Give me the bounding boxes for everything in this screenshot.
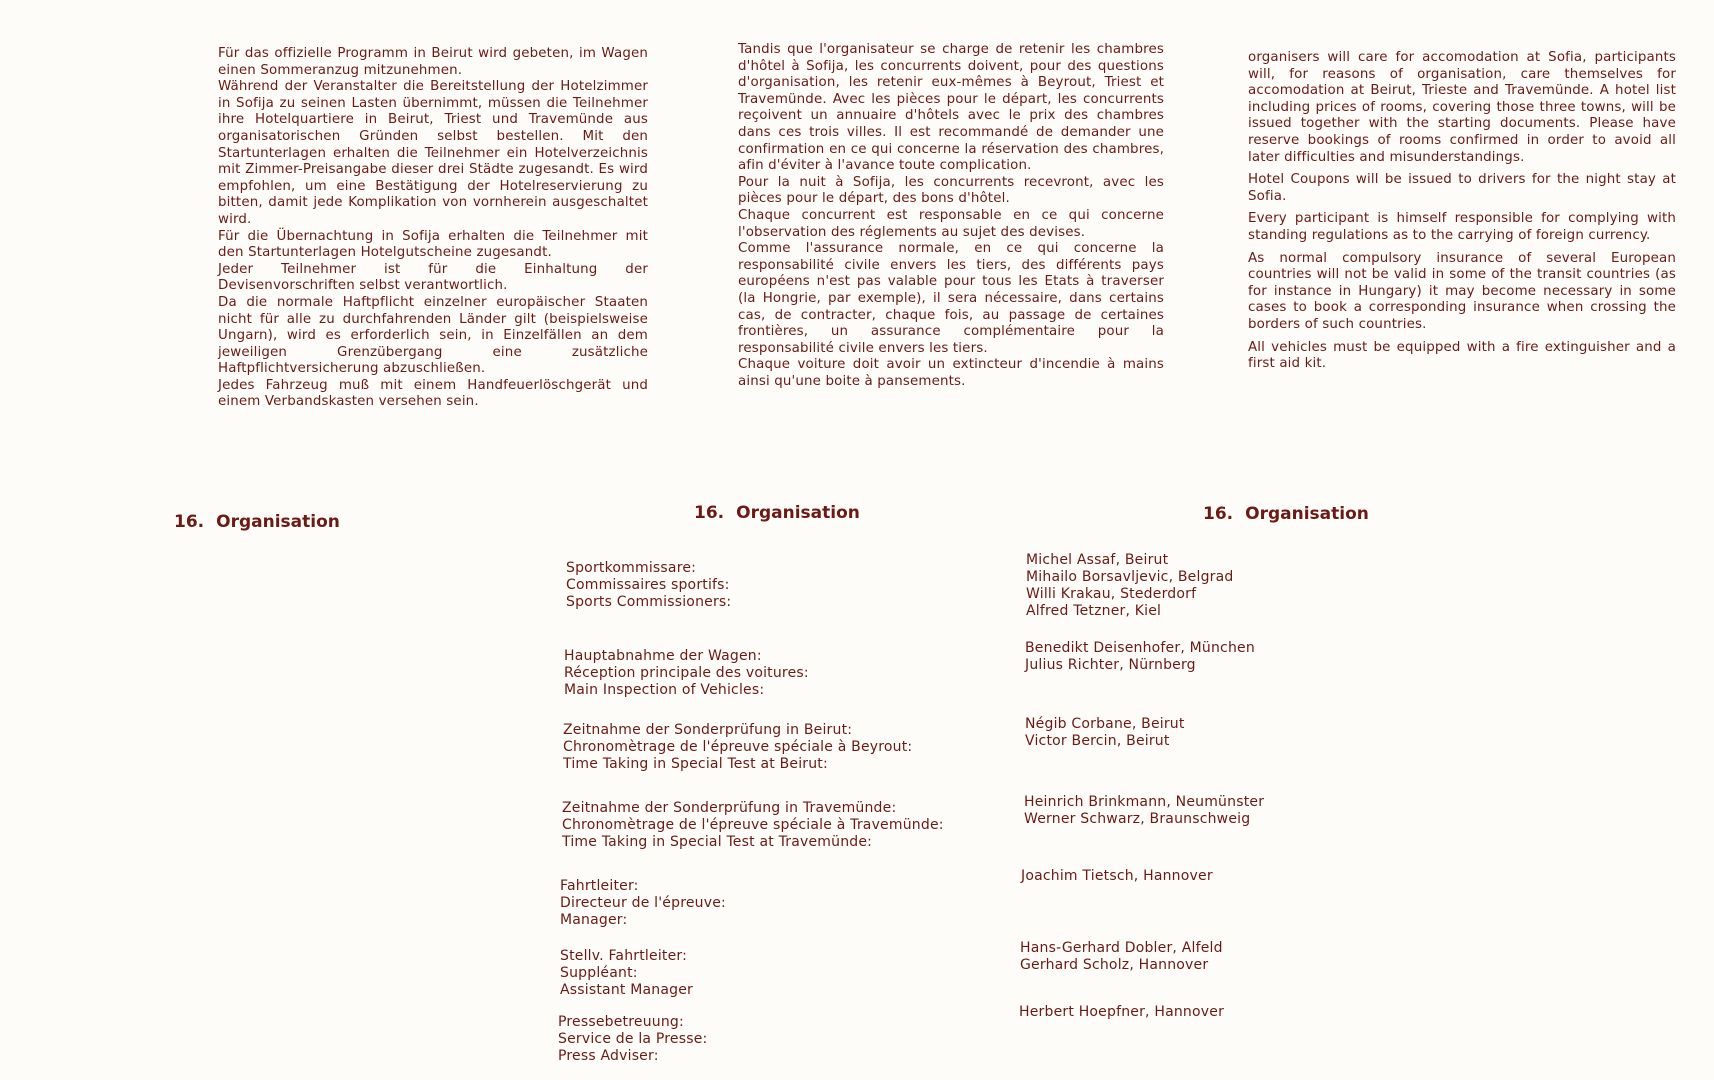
role-manager: Fahrtleiter: Directeur de l'épreuve: Manager:	[560, 878, 726, 928]
section-heading-german	[174, 512, 340, 532]
paragraph: Every participant is himself responsible for complying with standing regulations as to the carrying of foreign currency.	[1248, 211, 1676, 243]
section-number: 16.	[1203, 504, 1234, 524]
paragraph: Während der Veranstalter die Bereitstellung der Hotelzimmer in Sofija zu seinen Lasten übernimmt, müssen die Teilnehmer ihre Hotelquartiere in Beirut, Triest und Travemünde aus organisatorischen Gründen selbst bestellen. Mit den Startunterlagen erhalten die Teilnehmer ein Hotelverzeichnis mit Zimmer-Preisangabe dieser drei Städte zugesandt. Es wird empfohlen, um eine Bestätigung der Hotelreservierung zu bitten, damit jede Komplikation von vornherein ausgeschaltet wird.	[218, 79, 648, 227]
role-press-adviser: Pressebetreuung: Service de la Presse: Press Adviser:	[558, 1014, 708, 1064]
german-text-column	[218, 46, 648, 411]
paragraph: Comme l'assurance normale, en ce qui concerne la responsabilité civile envers les tiers, des différents pays européens n'est pas valable pour tous les Etats à traverser (la Hongrie, par exemple), il sera nécessaire, dans certains cas, de contracter, chaque fois, au passage de certaines frontières, un assurance complémentaire pour la responsabilité civile envers les tiers.	[738, 241, 1164, 356]
role-time-taking-beirut: Zeitnahme der Sonderprüfung in Beirut: Chronomètrage de l'épreuve spéciale à Beyrout: Time Taking in Special Test at Beirut:	[563, 722, 913, 772]
section-heading-english	[1203, 504, 1369, 524]
paragraph: Chaque voiture doit avoir un extincteur d'incendie à mains ainsi qu'une boite à pansements.	[738, 357, 1164, 389]
section-number: 16.	[694, 503, 725, 523]
section-title: Organisation	[736, 503, 860, 523]
names-press-adviser: Herbert Hoepfner, Hannover	[1019, 1004, 1225, 1020]
french-text-column	[738, 42, 1164, 390]
paragraph: Pour la nuit à Sofija, les concurrents recevront, avec les pièces pour le départ, des bons d'hôtel.	[738, 174, 1164, 207]
english-text-column	[1248, 50, 1676, 373]
paragraph: All vehicles must be equipped with a fire extinguisher and a first aid kit.	[1248, 339, 1676, 372]
paragraph: As normal compulsory insurance of several European countries will not be valid in some of the transit countries (as for instance in Hungary) it may become necessary in some cases to book a corresponding insurance when crossing the borders of such countries.	[1248, 250, 1676, 332]
names-time-taking-travemuende: Heinrich Brinkmann, Neumünster Werner Schwarz, Braunschweig	[1024, 794, 1265, 827]
role-time-taking-travemuende: Zeitnahme der Sonderprüfung in Travemünde: Chronomètrage de l'épreuve spéciale à Travemünde: Time Taking in Special Test at Travemünde:	[562, 800, 944, 850]
paragraph: Jedes Fahrzeug muß mit einem Handfeuerlöschgerät und einem Verbandskasten versehen sein.	[218, 377, 648, 410]
names-sports-commissioners: Michel Assaf, Beirut Mihailo Borsavljevic, Belgrad Willi Krakau, Stederdorf Alfred Tetzner, Kiel	[1026, 552, 1234, 619]
role-main-inspection: Hauptabnahme der Wagen: Réception principale des voitures: Main Inspection of Vehicles:	[564, 648, 809, 698]
section-title: Organisation	[216, 512, 340, 532]
paragraph: Jeder Teilnehmer ist für die Einhaltung der Devisenvorschriften selbst verantwortlich.	[218, 261, 648, 294]
paragraph: Für das offizielle Programm in Beirut wird gebeten, im Wagen einen Sommeranzug mitzunehmen.	[218, 46, 648, 78]
paragraph: Tandis que l'organisateur se charge de retenir les chambres d'hôtel à Sofija, les concurrents doivent, pour des questions d'organisation, les retenir eux-mêmes à Beyrout, Triest et Travemünde. Avec les pièces pour le départ, les concurrents reçoivent un annuaire d'hôtels avec le prix des chambres dans ces trois villes. Il est recommandé de demander une confirmation en ce qui concerne la réservation des chambres, afin d'éviter à l'avance toute complication.	[738, 42, 1164, 174]
paragraph: Chaque concurrent est responsable en ce qui concerne l'observation des réglements au sujet des devises.	[738, 207, 1164, 240]
names-assistant-manager: Hans-Gerhard Dobler, Alfeld Gerhard Scholz, Hannover	[1020, 940, 1223, 973]
names-main-inspection: Benedikt Deisenhofer, München Julius Richter, Nürnberg	[1025, 640, 1255, 673]
names-manager: Joachim Tietsch, Hannover	[1021, 868, 1213, 884]
section-heading-french	[694, 503, 860, 523]
paragraph: Für die Übernachtung in Sofija erhalten die Teilnehmer mit den Startunterlagen Hotelgutscheine zugesandt.	[218, 228, 648, 261]
paragraph: organisers will care for accomodation at Sofia, participants will, for reasons of organisation, care themselves for accomodation at Beirut, Trieste and Travemünde. A hotel list including prices of rooms, covering those three towns, will be issued together with the starting documents. Please have reserve bookings of rooms confirmed in order to avoid all later difficulties and misunderstandings.	[1248, 50, 1676, 165]
role-sports-commissioners: Sportkommissare: Commissaires sportifs: Sports Commissioners:	[566, 560, 732, 610]
names-time-taking-beirut: Négib Corbane, Beirut Victor Bercin, Beirut	[1025, 716, 1185, 749]
section-title: Organisation	[1245, 504, 1369, 524]
section-number: 16.	[174, 512, 205, 532]
role-assistant-manager: Stellv. Fahrtleiter: Suppléant: Assistant Manager	[560, 948, 693, 998]
paragraph: Da die normale Haftpflicht einzelner europäischer Staaten nicht für alle zu durchfahrenden Länder gilt (beispielsweise Ungarn), wird es erforderlich sein, in Einzelfällen an dem jeweiligen Grenzübergang eine zusätzliche Haftpflichtversicherung abzuschließen.	[218, 294, 648, 377]
paragraph: Hotel Coupons will be issued to drivers for the night stay at Sofia.	[1248, 172, 1676, 204]
